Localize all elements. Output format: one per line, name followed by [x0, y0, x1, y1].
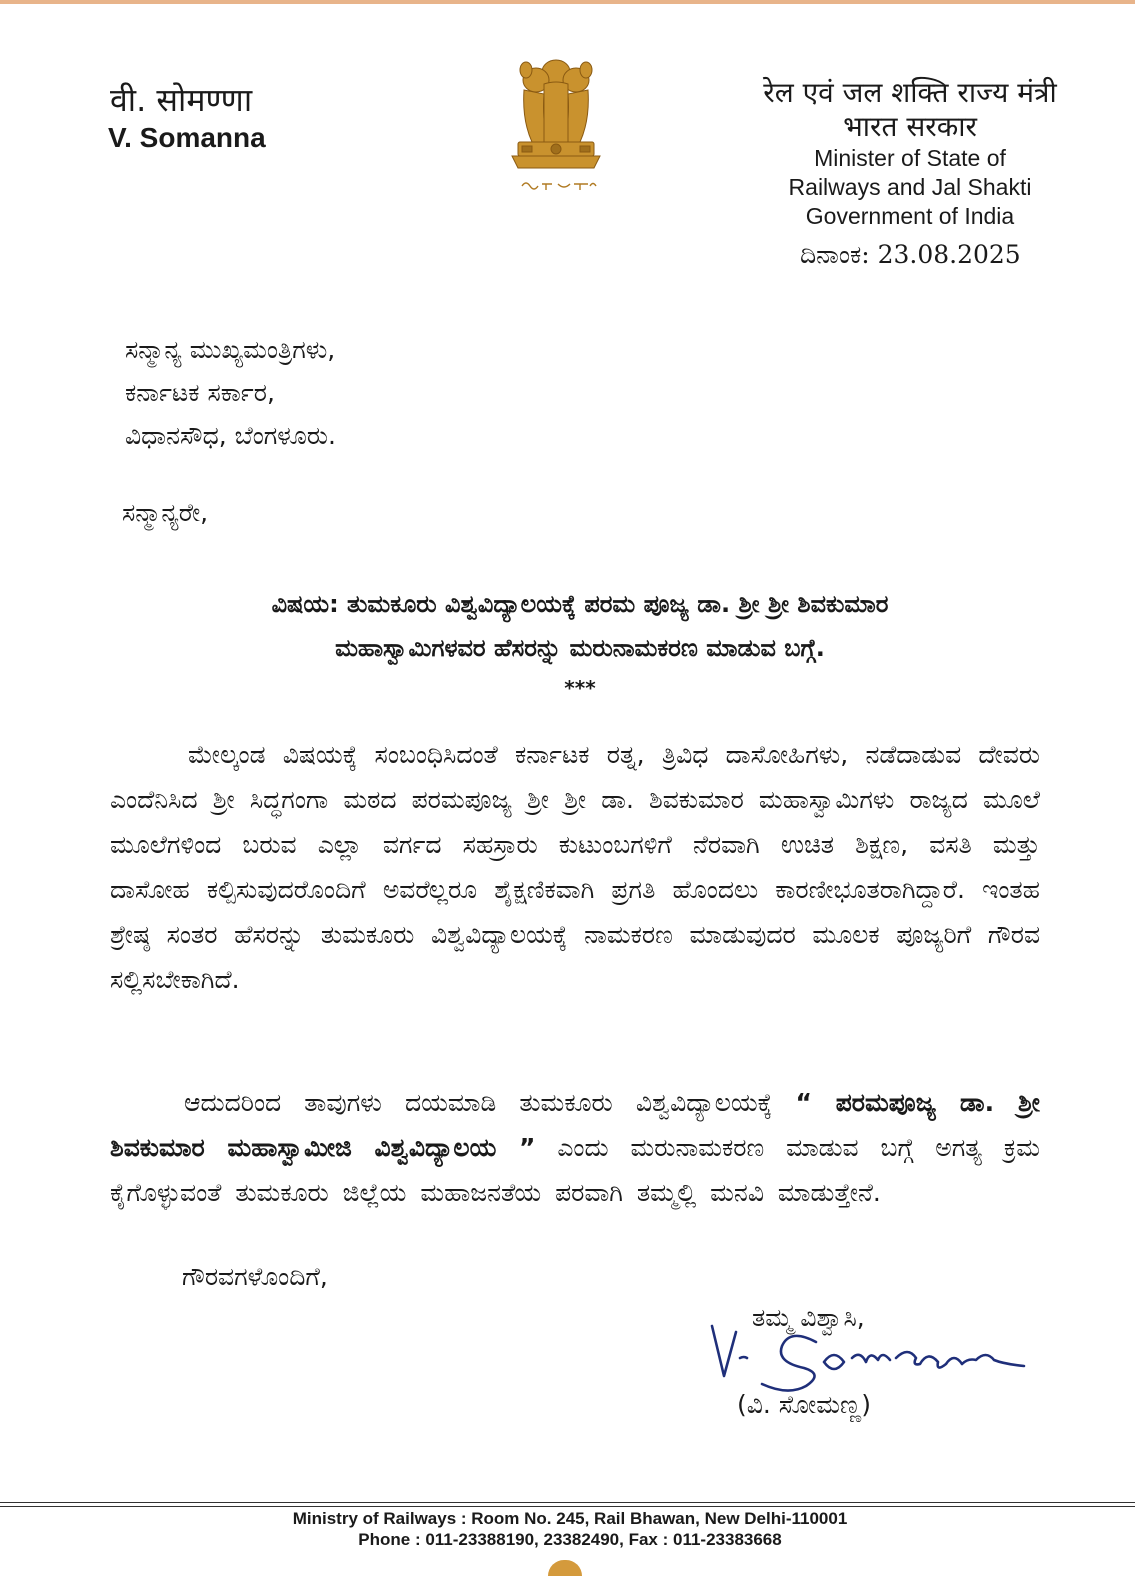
- top-edge-strip: [0, 0, 1135, 4]
- designation-hindi-line1: रेल एवं जल शक्ति राज्य मंत्री: [763, 76, 1057, 109]
- designation-english-line1: Minister of State of: [814, 145, 1006, 171]
- recipient-line-title: ಸನ್ಮಾನ್ಯ ಮುಖ್ಯಮಂತ್ರಿಗಳು,: [125, 335, 336, 364]
- footer-phone: Phone : 011-23388190, 23382490, Fax : 011-23383668: [358, 1530, 782, 1549]
- subject-line2: ಮಹಾಸ್ವಾಮಿಗಳವರ ಹೆಸರನ್ನು ಮರುನಾಮಕರಣ ಮಾಡುವ ಬಗ್ಗೆ.: [335, 634, 825, 662]
- designation-block: [730, 76, 1090, 231]
- designation-english-line2: Railways and Jal Shakti: [788, 174, 1032, 200]
- yours-faithfully: ತಮ್ಮ ವಿಶ್ವಾಸಿ,: [752, 1303, 865, 1332]
- recipient-address: [125, 328, 336, 457]
- body-paragraph-1: ಮೇಲ್ಕಂಡ ವಿಷಯಕ್ಕೆ ಸಂಬಂಧಿಸಿದಂತೆ ಕರ್ನಾಟಕ ರತ್ನ, ತ್ರಿವಿಧ ದಾಸೋಹಿಗಳು, ನಡೆದಾಡುವ ದೇವರು ಎಂದೆನಿಸಿದ ಶ್ರೀ ಸಿದ್ಧಗಂಗಾ ಮಠದ ಪರಮಪೂಜ್ಯ ಶ್ರೀ ಶ್ರೀ ಡಾ. ಶಿವಕುಮಾರ ಮಹಾಸ್ವಾಮಿಗಳು ರಾಜ್ಯದ ಮೂಲೆ ಮೂಲೆಗಳಿಂದ ಬರುವ ಎಲ್ಲಾ ವರ್ಗದ ಸಹಸ್ರಾರು ಕುಟುಂಬಗಳಿಗೆ ನೆರವಾಗಿ ಉಚಿತ ಶಿಕ್ಷಣ, ವಸತಿ ಮತ್ತು ದಾಸೋಹ ಕಲ್ಪಿಸುವುದರೊಂದಿಗೆ ಅವರೆಲ್ಲರೂ ಶೈಕ್ಷಣಿಕವಾಗಿ ಪ್ರಗತಿ ಹೊಂದಲು ಕಾರಣೀಭೂತರಾಗಿದ್ದಾರೆ. ಇಂತಹ ಶ್ರೇಷ್ಠ ಸಂತರ ಹೆಸರನ್ನು ತುಮಕೂರು ವಿಶ್ವವಿದ್ಯಾಲಯಕ್ಕೆ ನಾಮಕರಣ ಮಾಡುವುದರ ಮೂಲಕ ಪೂಜ್ಯರಿಗೆ ಗೌರವ ಸಲ್ಲಿಸಬೇಕಾಗಿದೆ.: [110, 740, 1040, 994]
- salutation: ಸನ್ಮಾನ್ಯರೇ,: [122, 498, 209, 527]
- sender-name-english: V. Somanna: [108, 122, 266, 153]
- signatory-name: (ವಿ. ಸೋಮಣ್ಣ): [737, 1390, 871, 1419]
- subject-line1: ವಿಷಯ: ತುಮಕೂರು ವಿಶ್ವವಿದ್ಯಾಲಯಕ್ಕೆ ಪರಮ ಪೂಜ್ಯ ಡಾ. ಶ್ರೀ ಶ್ರೀ ಶಿವಕುಮಾರ: [271, 590, 889, 618]
- recipient-line-place: ವಿಧಾನಸೌಧ, ಬೆಂಗಳೂರು.: [125, 421, 336, 450]
- footer-emblem-edge: [548, 1560, 582, 1576]
- designation-hindi-line2: भारत सरकार: [843, 110, 977, 143]
- proposed-university-name: “ ಪರಮಪೂಜ್ಯ ಡಾ. ಶ್ರೀ ಶಿವಕುಮಾರ ಮಹಾಸ್ವಾಮೀಜಿ ವಿಶ್ವವಿದ್ಯಾಲಯ ”: [110, 1088, 1040, 1162]
- footer-rule-bottom: [0, 1506, 1135, 1507]
- designation-english-line3: Government of India: [805, 203, 1015, 229]
- sender-name-hindi: वी. सोमण्णा: [110, 81, 253, 119]
- footer-contact: [160, 1508, 980, 1550]
- subject-block: [150, 582, 1010, 670]
- recipient-line-government: ಕರ್ನಾಟಕ ಸರ್ಕಾರ,: [125, 378, 275, 407]
- letter-date: ದಿನಾಂಕ: 23.08.2025: [800, 240, 1021, 269]
- handwritten-signature: [706, 1318, 1066, 1398]
- body-paragraph-2: [110, 1080, 1040, 1215]
- closing-regards: ಗೌರವಗಳೊಂದಿಗೆ,: [182, 1262, 328, 1291]
- subject-separator: ***: [564, 676, 596, 700]
- footer-address: Ministry of Railways : Room No. 245, Rail Bhawan, New Delhi-110001: [292, 1509, 848, 1528]
- footer-rule-top: [0, 1502, 1135, 1503]
- paragraph2-intro: ಆದುದರಿಂದ ತಾವುಗಳು ದಯಮಾಡಿ ತುಮಕೂರು ವಿಶ್ವವಿದ್ಯಾಲಯಕ್ಕೆ: [184, 1088, 773, 1117]
- national-emblem-icon: [502, 50, 610, 200]
- paragraph2-request: ಎಂದು ಮರುನಾಮಕರಣ ಮಾಡುವ ಬಗ್ಗೆ ಅಗತ್ಯ ಕ್ರಮ ಕೈಗೊಳ್ಳುವಂತೆ ತುಮಕೂರು ಜಿಲ್ಲೆಯ ಮಹಾಜನತೆಯ ಪರವಾಗಿ ತಮ್ಮಲ್ಲಿ ಮನವಿ ಮಾಡುತ್ತೇನೆ.: [110, 1133, 1040, 1207]
